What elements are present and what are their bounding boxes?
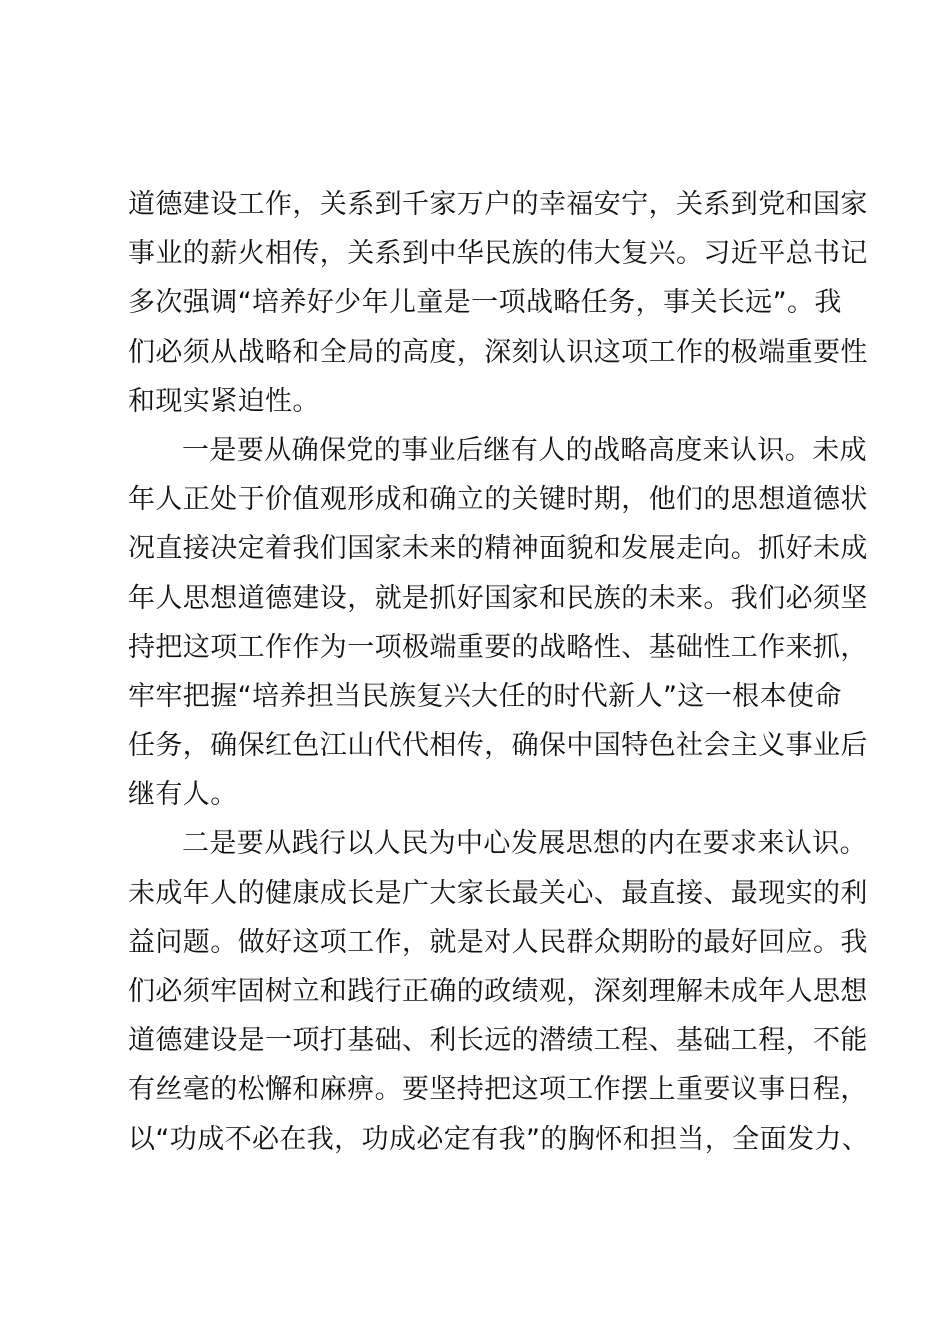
text-line: 二是要从践行以人民为中心发展思想的内在要求来认识。	[182, 828, 867, 860]
text-line: 牢牢把握“培养担当民族复兴大任的时代新人”这一根本使命	[128, 680, 842, 712]
text-line: 道德建设工作，关系到千家万户的幸福安宁，关系到党和国家	[128, 189, 868, 220]
text-line: 们必须牢固树立和践行正确的政绩观，深刻理解未成年人思想	[128, 976, 868, 1007]
text-line: 继有人。	[128, 779, 238, 811]
text-line: 一是要从确保党的事业后继有人的战略高度来认识。未成	[182, 434, 867, 466]
text-line: 未成年人的健康成长是广大家长最关心、最直接、最现实的利	[128, 877, 868, 909]
text-line: 年人思想道德建设，就是抓好国家和民族的未来。我们必须坚	[128, 582, 868, 614]
document-body	[128, 180, 870, 1164]
text-line: 有丝毫的松懈和麻痹。要坚持把这项工作摆上重要议事日程，	[128, 1074, 868, 1106]
text-line: 们必须从战略和全局的高度，深刻认识这项工作的极端重要性	[128, 336, 868, 368]
paragraph	[128, 426, 868, 820]
text-line: 和现实紧迫性。	[128, 385, 320, 417]
text-line: 多次强调“培养好少年儿童是一项战略任务，事关长远”。我	[128, 287, 842, 319]
text-line: 任务，确保红色江山代代相传，确保中国特色社会主义事业后	[128, 730, 868, 762]
paragraph	[128, 819, 870, 1163]
paragraph	[128, 180, 868, 426]
text-line: 益问题。做好这项工作，就是对人民群众期盼的最好回应。我	[128, 926, 868, 958]
text-line: 以“功成不必在我，功成必定有我”的胸怀和担当，全面发力、	[128, 1123, 870, 1155]
text-line: 道德建设是一项打基础、利长远的潜绩工程、基础工程，不能	[128, 1025, 868, 1057]
text-line: 持把这项工作作为一项极端重要的战略性、基础性工作来抓，	[128, 631, 868, 663]
text-line: 事业的薪火相传，关系到中华民族的伟大复兴。习近平总书记	[128, 238, 868, 270]
text-line: 年人正处于价值观形成和确立的关键时期，他们的思想道德状	[128, 484, 868, 516]
text-line: 况直接决定着我们国家未来的精神面貌和发展走向。抓好未成	[128, 533, 868, 565]
